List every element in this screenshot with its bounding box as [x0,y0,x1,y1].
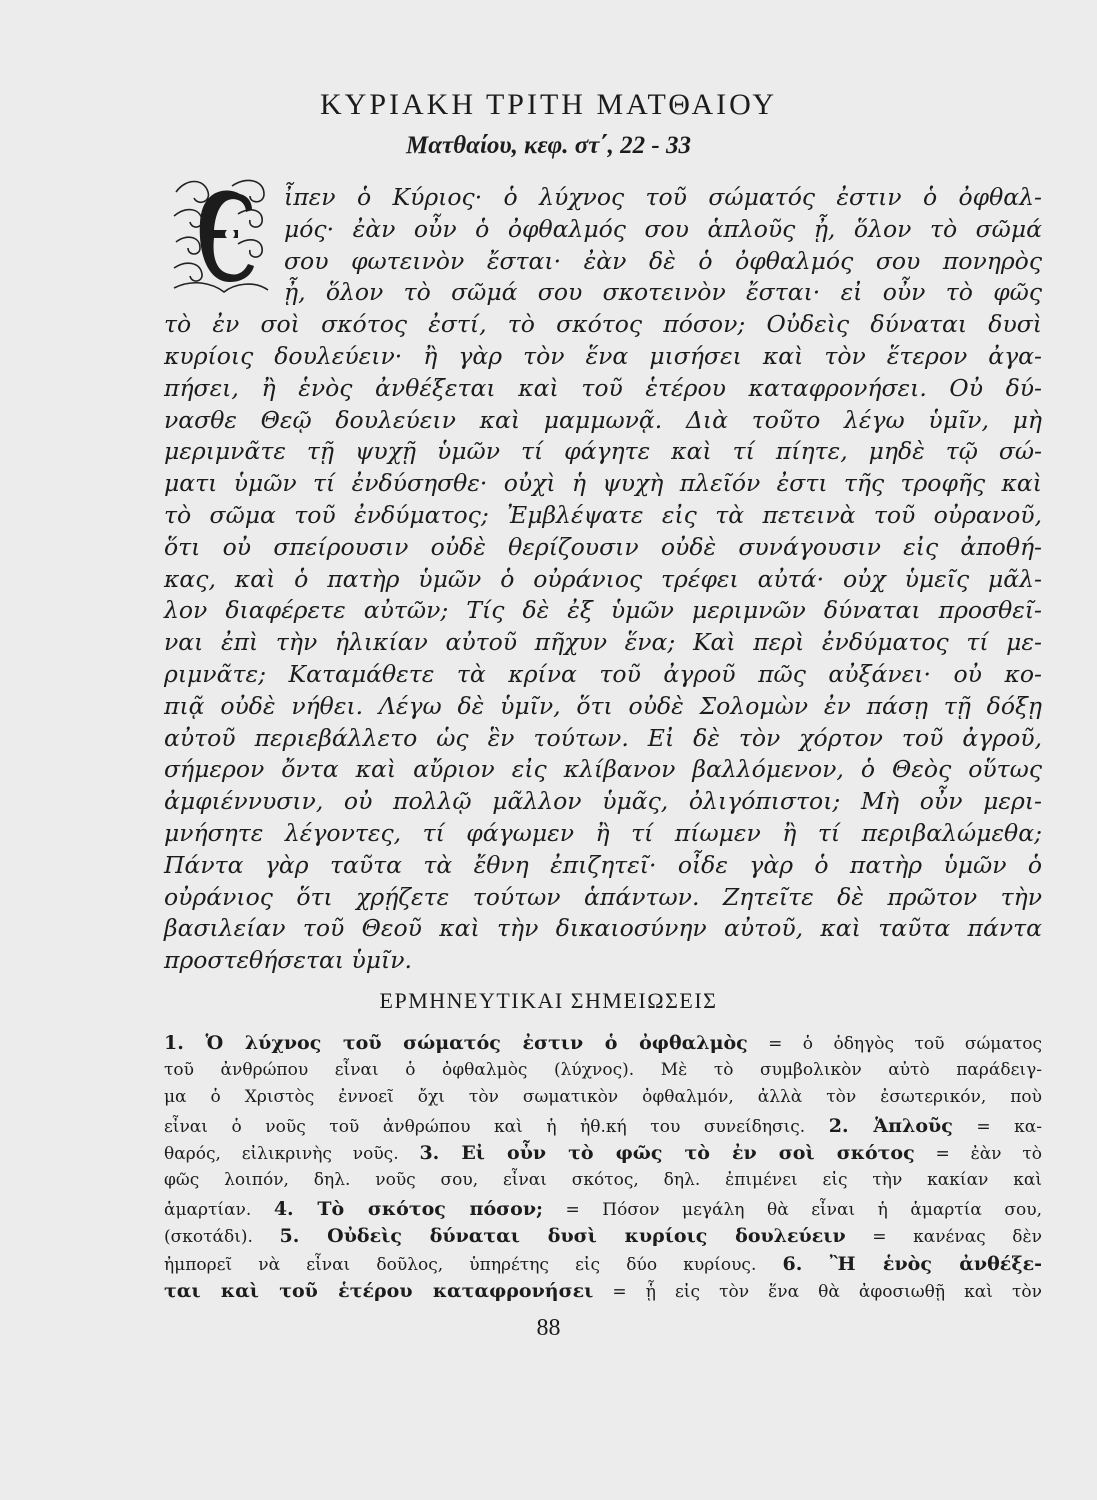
note-text: μα ὁ Χριστὸς ἐννοεῖ ὄχι τὸν σωματικὸν ὀφθαλμόν, ἀλλὰ τὸν ἐσωτερικόν, ποὺ [164,1087,1042,1108]
gospel-line: ριμνᾶτε; Καταμάθετε τὰ κρίνα τοῦ ἀγροῦ πῶς αὐξάνει· οὐ κο- [164,660,1042,688]
note-line [164,1198,1042,1220]
note-term: 1. Ὁ λύχνος τοῦ σώματός ἐστιν ὁ ὀφθαλμὸς [164,1032,748,1054]
note-term: 4. Τὸ σκότος πόσον; [273,1197,544,1220]
note-text: θαρός, εἰλικρινὴς νοῦς. [164,1144,420,1165]
note-term: ται καὶ τοῦ ἑτέρου καταφρονήσει [164,1280,594,1303]
note-text: φῶς λοιπόν, δηλ. νοῦς σου, εἶναι σκότος, δηλ. ἐπιμένει εἰς τὴν κακίαν καὶ [164,1170,1042,1190]
gospel-line: μός· ἐὰν οὖν ὁ ὀφθαλμός σου ἁπλοῦς ᾖ, ὅλον τὸ σῶμά [284,214,1042,243]
gospel-line: μνήσητε λέγοντες, τί φάγωμεν ἢ τί πίωμεν ἢ τί περιβαλώμεθα; [164,819,1042,847]
note-text: (σκοτάδι). [164,1227,280,1248]
ornamental-dropcap [168,172,272,296]
note-line [164,1060,1042,1080]
note-text: = ἐὰν τὸ [914,1144,1042,1165]
note-line [164,1253,1042,1275]
note-line [164,1087,1042,1107]
note-text: = ᾗ εἰς τὸν ἕνα θὰ ἀφοσιωθῇ καὶ τὸν [593,1282,1042,1303]
note-term: 6. Ἢ ἑνὸς ἀνθέξε- [782,1252,1043,1275]
gospel-line: κυρίοις δουλεύειν· ἢ γὰρ τὸν ἕνα μισήσει καὶ τὸν ἕτερον ἀγα- [164,342,1042,370]
note-text: τοῦ ἀνθρώπου εἶναι ὁ ὀφθαλμὸς (λύχνος). Μὲ τὸ συμβολικὸν αὐτὸ παράδειγ- [164,1059,1042,1080]
gospel-reference: Ματθαίου, κεφ. στ΄, 22 - 33 [406,132,691,159]
note-term: 3. Εἰ οὖν τὸ φῶς τὸ ἐν σοὶ σκότος [419,1142,915,1165]
gospel-line: ᾖ, ὅλον τὸ σῶμά σου σκοτεινὸν ἔσται· εἰ οὖν τὸ φῶς [284,278,1042,307]
gospel-line: ματι ὑμῶν τί ἐνδύσησθε· οὐχὶ ἡ ψυχὴ πλεῖόν ἐστι τῆς τροφῆς καὶ [164,469,1042,498]
notes-heading: ΕΡΜΗΝΕΥΤΙΚΑΙ ΣΗΜΕΙΩΣΕΙΣ [379,988,718,1013]
page-title: ΚΥΡΙΑΚΗ ΤΡΙΤΗ ΜΑΤΘΑΙΟΥ [320,88,777,121]
note-line [164,1115,1042,1137]
note-term: 2. Ἁπλοῦς [828,1114,953,1137]
gospel-line: βασιλείαν τοῦ Θεοῦ καὶ τὴν δικαιοσύνην αὐτοῦ, καὶ ταῦτα πάντα [164,914,1042,943]
note-text: = κα- [952,1116,1042,1137]
note-text: = κανένας δὲν [845,1227,1042,1248]
note-line [164,1280,1042,1302]
gospel-line: λον διαφέρετε αὐτῶν; Τίς δὲ ἐξ ὑμῶν μεριμνῶν δύναται προσθεῖ- [164,596,1042,625]
gospel-line: οὐράνιος ὅτι χρῄζετε τούτων ἁπάντων. Ζητεῖτε δὲ πρῶτον τὴν [164,882,1042,911]
note-text: = ὁ ὁδηγὸς τοῦ σώματος [747,1034,1042,1054]
gospel-line: σου φωτεινὸν ἔσται· ἐὰν δὲ ὁ ὀφθαλμός σου πονηρὸς [284,246,1042,275]
gospel-line: ναι ἐπὶ τὴν ἡλικίαν αὐτοῦ πῆχυν ἕνα; Καὶ περὶ ἐνδύματος τί με- [164,628,1042,657]
gospel-line: τὸ σῶμα τοῦ ἐνδύματος; Ἐμβλέψατε εἰς τὰ πετεινὰ τοῦ οὐρανοῦ, [164,501,1042,529]
gospel-line: πιᾷ οὐδὲ νήθει. Λέγω δὲ ὑμῖν, ὅτι οὐδὲ Σολομὼν ἐν πάσῃ τῇ δόξῃ [164,691,1042,720]
gospel-line: μεριμνᾶτε τῇ ψυχῇ ὑμῶν τί φάγητε καὶ τί πίητε, μηδὲ τῷ σώ- [164,437,1042,466]
note-text: ἠμπορεῖ νὰ εἶναι δοῦλος, ὑπηρέτης εἰς δύο κυρίους. [164,1254,783,1275]
gospel-line: προστεθήσεται ὑμῖν. [164,946,413,975]
note-line [164,1142,1042,1164]
note-line [164,1032,1042,1054]
note-text: ἁμαρτίαν. [164,1199,274,1220]
gospel-line: σήμερον ὄντα καὶ αὔριον εἰς κλίβανον βαλλόμενον, ὁ Θεὸς οὕτως [164,755,1042,784]
gospel-line: Πάντα γὰρ ταῦτα τὰ ἔθνη ἐπιζητεῖ· οἶδε γὰρ ὁ πατὴρ ὑμῶν ὁ [164,850,1042,879]
gospel-line: νασθε Θεῷ δουλεύειν καὶ μαμμωνᾷ. Διὰ τοῦτο λέγω ὑμῖν, μὴ [164,405,1042,434]
gospel-line: πήσει, ἢ ἑνὸς ἀνθέξεται καὶ τοῦ ἑτέρου καταφρονήσει. Οὐ δύ- [164,373,1042,402]
ornament-icon [168,172,272,296]
page-number: 88 [536,1315,561,1341]
note-line [164,1225,1042,1247]
note-text: εἶναι ὁ νοῦς τοῦ ἀνθρώπου καὶ ἡ ἠθ.κή του συνείδησις. [164,1116,829,1137]
gospel-line: τὸ ἐν σοὶ σκότος ἐστί, τὸ σκότος πόσον; Οὐδεὶς δύναται δυσὶ [164,310,1042,339]
gospel-line: κας, καὶ ὁ πατὴρ ὑμῶν ὁ οὐράνιος τρέφει αὐτά· οὐχ ὑμεῖς μᾶλ- [164,564,1042,593]
note-term: 5. Οὐδεὶς δύναται δυσὶ κυρίοις δουλεύειν [279,1225,846,1248]
note-line [164,1170,1042,1190]
gospel-line: ἀμφιέννυσιν, οὐ πολλῷ μᾶλλον ὑμᾶς, ὀλιγόπιστοι; Μὴ οὖν μερι- [164,787,1042,816]
gospel-line: ἶπεν ὁ Κύριος· ὁ λύχνος τοῦ σώματός ἐστιν ὁ ὀφθαλ- [284,183,1042,211]
gospel-line: ὅτι οὐ σπείρουσιν οὐδὲ θερίζουσιν οὐδὲ συνάγουσιν εἰς ἀποθή- [164,532,1042,561]
note-text: = Πόσον μεγάλη θὰ εἶναι ἡ ἁμαρτία σου, [543,1199,1043,1220]
gospel-line: αὐτοῦ περιεβάλλετο ὡς ἓν τούτων. Εἰ δὲ τὸν χόρτον τοῦ ἀγροῦ, [164,723,1042,752]
